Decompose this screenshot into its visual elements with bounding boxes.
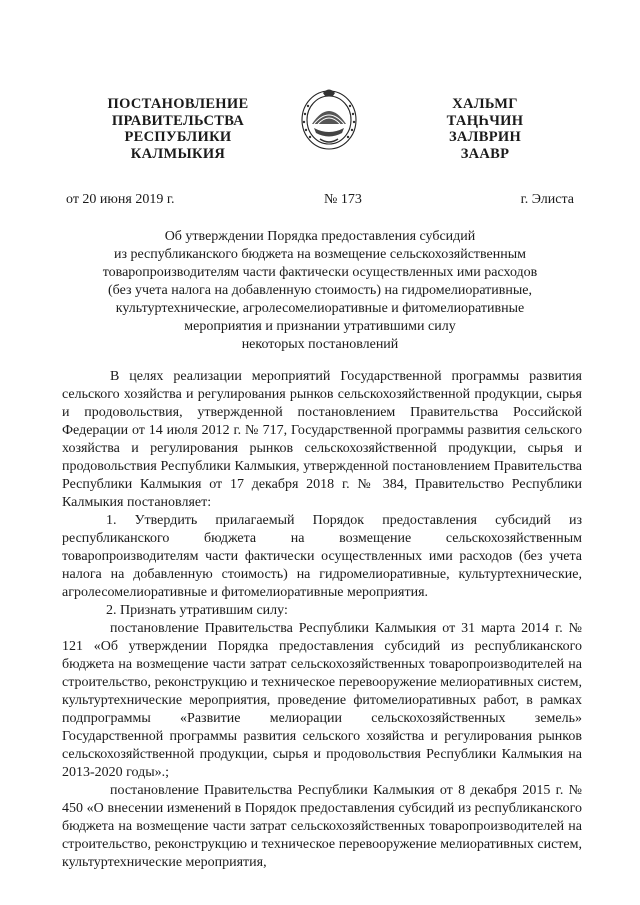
document-body xyxy=(62,368,582,872)
header-russian xyxy=(88,96,268,162)
document-title xyxy=(60,228,580,354)
paragraph-repeal-1: постановление Правительства Республики Калмыкия от 31 марта 2014 г. № 121 «Об утверждении Порядка предоставления субсидий из республиканского бюджета на возмещение части затрат сельскохозяйственных товаропроизводителей на строительство, реконструкцию и техническое перевооружение мелиоративных систем, культуртехнические мероприятия, проведение фитомелиоративных работ, в рамках подпрограммы «Развитие мелиорации сельскохозяйственных земель» Государственной программы развития сельского хозяйства и регулирования рынков сельскохозяйственной продукции, сырья и продовольствия Республики Калмыкия на 2013-2020 годы».; xyxy=(62,621,582,780)
title-line: мероприятия и признании утратившими силу xyxy=(184,319,456,334)
header-kalmyk-line: ХАЛЬМГ xyxy=(452,96,518,112)
paragraph-item-2: 2. Признать утратившим силу: xyxy=(106,603,288,618)
title-line: Об утверждении Порядка предоставления субсидий xyxy=(164,229,476,244)
title-line: товаропроизводителям части фактически осуществленных ими расходов xyxy=(102,265,538,280)
header-russian-line: РЕСПУБЛИКИ xyxy=(124,129,232,145)
document-date: от 20 июня 2019 г. xyxy=(66,192,175,207)
title-line: (без учета налога на добавленную стоимость) на гидромелиоративные, xyxy=(107,283,533,298)
document-meta xyxy=(66,192,574,210)
header-kalmyk-line: ЗАЛВРИН xyxy=(448,129,522,145)
document-number: № 173 xyxy=(324,192,362,207)
header-kalmyk-line: ЗААВР xyxy=(460,145,510,162)
title-line: культуртехнические, агролесомелиоративные и фитомелиоративные xyxy=(115,301,525,316)
header-russian-line: КАЛМЫКИЯ xyxy=(130,145,226,162)
document-city: г. Элиста xyxy=(520,192,574,207)
paragraph-intro: В целях реализации мероприятий Государственной программы развития сельского хозяйства и регулирования рынков сельскохозяйственной продукции, сырья и продовольствия, утвержденной постановлением Правительства Российской Федерации от 14 июля 2012 г. № 717, Государственной программы развития сельского хозяйства и регулирования рынков сельскохозяйственной продукции, сырья и продовольствия Республики Калмыкия, утвержденной постановлением Правительства Республики Калмыкия от 17 декабря 2018 г. № 384, Правительство Республики Калмыкия постановляет: xyxy=(62,369,582,510)
header-russian-line: ПОСТАНОВЛЕНИЕ xyxy=(107,96,249,112)
paragraph-item-1: 1. Утвердить прилагаемый Порядок предоставления субсидий из республиканского бюджета на возмещение сельскохозяйственным товаропроизводителям части фактически осуществленных ими расходов (без учета налога на добавленную стоимость) на гидромелиоративные, культуртехнические, агролесомелиоративные и фитомелиоративные мероприятия. xyxy=(62,513,582,600)
title-line: из республиканского бюджета на возмещение сельскохозяйственным xyxy=(113,247,527,262)
header-russian-line: ПРАВИТЕЛЬСТВА xyxy=(111,112,245,129)
coat-of-arms-icon xyxy=(298,84,360,152)
header-kalmyk-line: ТАҢҺЧИН xyxy=(446,112,524,129)
header-kalmyk xyxy=(430,96,540,162)
title-line: некоторых постановлений xyxy=(241,337,399,352)
paragraph-repeal-2: постановление Правительства Республики Калмыкия от 8 декабря 2015 г. № 450 «О внесении изменений в Порядок предоставления субсидий из республиканского бюджета на возмещение части затрат сельскохозяйственных товаропроизводителей на строительство, реконструкцию и техническое перевооружение мелиоративных систем, культуртехнические мероприятия, xyxy=(62,783,582,870)
